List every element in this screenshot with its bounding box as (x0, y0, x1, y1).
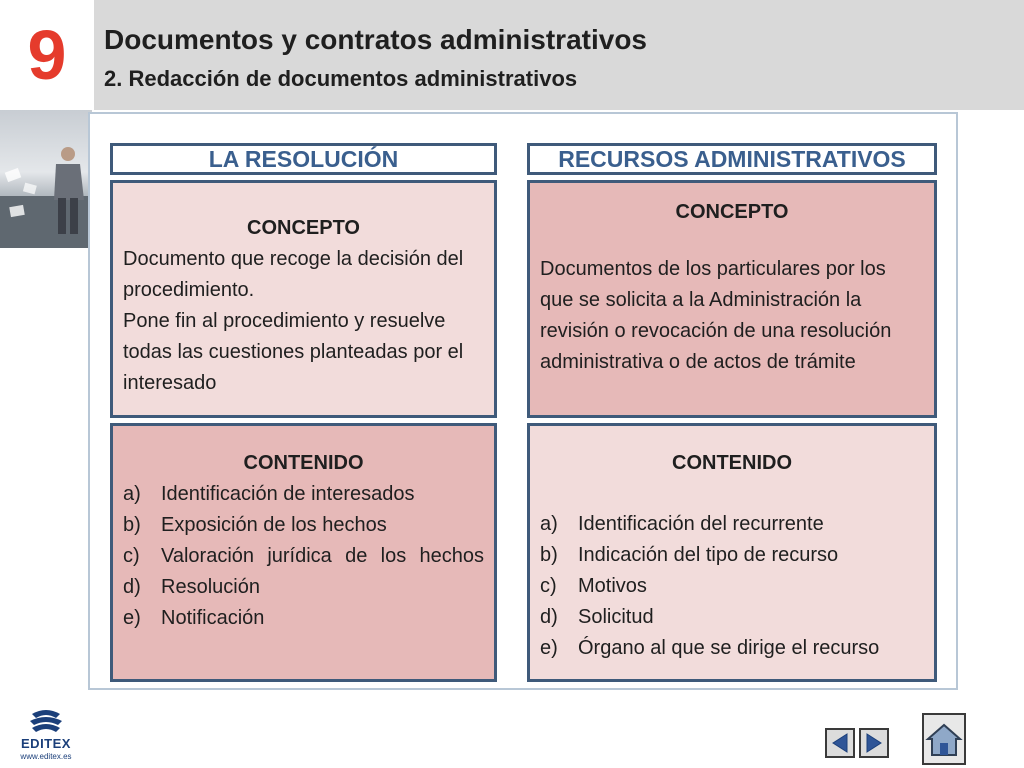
list-item (540, 509, 924, 540)
list-text: Exposición de los hechos (161, 514, 387, 536)
list-text: Notificación (161, 607, 265, 629)
list-text: Motivos (578, 575, 647, 597)
list-item (123, 541, 484, 572)
list-text: Órgano al que se dirige el recurso (578, 637, 880, 659)
list-marker: d) (540, 606, 558, 628)
page-title: Documentos y contratos administrativos (104, 24, 648, 55)
resolution-concept-line-1: Documento que recoge la decisión del procedimiento. (123, 248, 464, 301)
list-text: Valoración jurídica de los hechos (161, 545, 484, 567)
list-item (123, 572, 484, 603)
appeals-concept-heading: CONCEPTO (675, 201, 789, 223)
list-item (123, 510, 484, 541)
businessman-illustration-icon (0, 110, 92, 248)
appeals-content-box (527, 423, 937, 682)
editex-logo[interactable] (16, 708, 76, 764)
resolution-concept-line-2: Pone fin al procedimiento y resuelve todas las cuestiones planteadas por el interesado (123, 310, 464, 394)
logo-url: www.editex.es (20, 752, 72, 761)
resolution-content-box (110, 423, 497, 682)
list-marker: d) (123, 576, 141, 598)
list-text: Indicación del tipo de recurso (578, 544, 839, 566)
next-arrow-icon (861, 730, 887, 756)
list-text: Identificación del recurrente (578, 513, 824, 535)
list-marker: e) (540, 637, 558, 659)
next-slide-button[interactable] (859, 728, 889, 758)
list-marker: a) (540, 513, 558, 535)
appeals-concept-box (527, 180, 937, 418)
list-item (123, 603, 484, 634)
list-item (540, 571, 924, 602)
list-item (540, 602, 924, 633)
list-marker: b) (540, 544, 558, 566)
resolution-concept-box (110, 180, 497, 418)
logo-text: EDITEX (21, 736, 71, 751)
home-button[interactable] (922, 713, 966, 765)
list-text: Solicitud (578, 606, 654, 628)
prev-arrow-icon (827, 730, 853, 756)
appeals-concept-text: Documentos de los particulares por los que se solicita a la Administración la revisión o revocación de una resolución administrativa o de actos de trámite (540, 258, 892, 373)
list-item (540, 633, 924, 664)
list-item (123, 479, 484, 510)
list-text: Resolución (161, 576, 260, 598)
appeals-content-heading: CONTENIDO (672, 452, 792, 474)
resolution-content-heading: CONTENIDO (243, 452, 364, 474)
list-marker: c) (123, 545, 140, 567)
home-icon (924, 715, 964, 763)
resolution-content-list (123, 479, 484, 634)
list-item (540, 540, 924, 571)
editex-logo-icon (16, 708, 76, 736)
appeals-content-list (540, 509, 924, 664)
list-marker: b) (123, 514, 141, 536)
list-marker: a) (123, 483, 141, 505)
list-text: Identificación de interesados (161, 483, 415, 505)
list-marker: e) (123, 607, 141, 629)
appeals-title: RECURSOS ADMINISTRATIVOS (527, 143, 937, 175)
chapter-number: 9 (27, 16, 67, 94)
businessman-photo (0, 110, 92, 248)
resolution-title: LA RESOLUCIÓN (110, 143, 497, 175)
list-marker: c) (540, 575, 557, 597)
prev-slide-button[interactable] (825, 728, 855, 758)
page-subtitle: 2. Redacción de documentos administrativos (104, 66, 578, 91)
resolution-concept-heading: CONCEPTO (247, 217, 360, 239)
